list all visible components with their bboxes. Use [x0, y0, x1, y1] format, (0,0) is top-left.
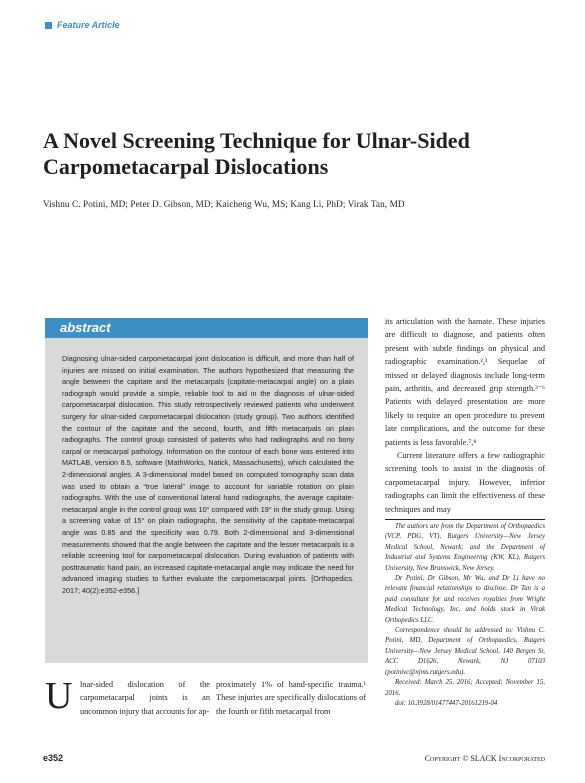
abstract-heading: abstract [60, 320, 111, 335]
footnote-affiliation: The authors are from the Department of Orthopaedics (VCP, PDG, VT), Rutgers University—New Jersey Medical School, Newark; and the Department of Industrial and Systems Engineering (KW, KL), Rutgers University, New Brunswick, New Jersey. [385, 523, 545, 572]
section-square-icon [45, 22, 52, 29]
footnote-received: Received: March 25, 2016; Accepted: November 15, 2016. [385, 679, 545, 697]
page-number: e352 [43, 753, 64, 763]
footnotes [385, 522, 545, 709]
footnote-disclosure: Dr Potini, Dr Gibson, Mr Wu, and Dr Li have no relevant financial relationships to disclose. Dr Tan is a paid consultant for and receives royalties from Wright Medical Technology, Inc, and holds stock in Virak Orthopedics LLC. [385, 575, 545, 624]
abstract-text: Diagnosing ulnar-sided carpometacarpal joint dislocation is difficult, and more than half of injuries are missed on initial examination. The authors hypothesized that measuring the angle between the capitate and the metacarpals (capitate-metacarpal angle) on a plain radiograph would provide a simple, reliable tool to aid in the diagnosis of ulnar-sided carpometacarpal dislocation. This study retrospectively reviewed patients who underwent surgery for ulnar-sided carpometacarpal dislocation (study group). Two authors identified the contour of the capitate and the second, fourth, and fifth metacarpals on plain radiographs. The control group consisted of patients who had radiographs and no bony carpal or metacarpal pathology. Information on the contour of each bone was entered into MATLAB, version 8.5, software (MathWorks, Natick, Massachusetts), which calculated the 2-dimensional angles. A 3-dimensional model based on computed tomography scan data was used to obtain a “true lateral” image to account for variable rotation on plain radiographs. With the use of conventional lateral hand radiographs, the average capitate-metacarpal angle in the control group was 10° compared with 19° in the study group. Using a screening value of 15° on plain radiographs, the sensitivity of the capitate-metacarpal angle was 0.85 and the specificity was 0.79. Both 2-dimensional and 3-dimensional measurements showed that the angle between the capitate and the lesser metacarpals is a reliable screening tool for carpometacarpal dislocation. During evaluation of patients with posttraumatic hand pain, an increased capitate-metacarpal angle may indicate the need for advanced imaging studies to further evaluate the carpometacarpal joints. [Orthopedics. 2017; 40(2):e352-e356.] [62, 354, 354, 595]
article-title [43, 128, 543, 180]
section-tag [45, 20, 120, 30]
drop-cap: U [45, 675, 73, 717]
footnote-correspondence: Correspondence should be addressed to: Vishnu C. Potini, MD, Department of Orthopaedics, Rutgers University—New Jersey Medical School, 140 Bergen St, ACC D1626, Newark, NJ 07103 (potinivc@njms.rutgers.edu). [385, 627, 545, 676]
author-list: Vishnu C. Potini, MD; Peter D. Gibson, MD; Kaicheng Wu, MS; Kang Li, PhD; Virak Tan, MD [43, 199, 405, 209]
abstract-header-bar [45, 318, 368, 338]
body-column-3 [385, 315, 545, 516]
copyright: Copyright © SLACK Incorporated [424, 754, 545, 763]
title-line-1: A Novel Screening Technique for Ulnar-Sided [43, 128, 470, 153]
footnote-doi: doi: 10.3928/01477447-20161219-04 [395, 699, 498, 707]
body-column-1: lnar-sided dislocation of the carpometacarpal joints is an uncommon injury that accounts for ap- [80, 680, 210, 716]
abstract-box [45, 318, 368, 663]
title-line-2: Carpometacarpal Dislocations [43, 154, 329, 179]
body-column-2: proximately 1% of hand-specific trauma.¹ These injuries are specifically dislocations of the fourth or fifth metacarpal from [216, 680, 366, 716]
section-label: Feature Article [57, 20, 120, 30]
body-paragraph: Current literature offers a few radiographic screening tools to assist in the diagnosis of carpometacarpal injury. However, inferior radiographs can limit the effectiveness of these techniques and may [385, 451, 545, 514]
body-paragraph: its articulation with the hamate. These injuries are difficult to diagnose, and patients often present with subtle findings on physical and radiographic examination.²,³ Sequelae of missed or delayed diagnosis include long-term pain, arthritis, and decreased grip strength.³⁻⁶ Patients with delayed presentation are more likely to require an open procedure to prevent late complications, and the outcome for these patients is less favorable.⁷,⁸ [385, 317, 545, 447]
footnote-divider [385, 519, 545, 520]
